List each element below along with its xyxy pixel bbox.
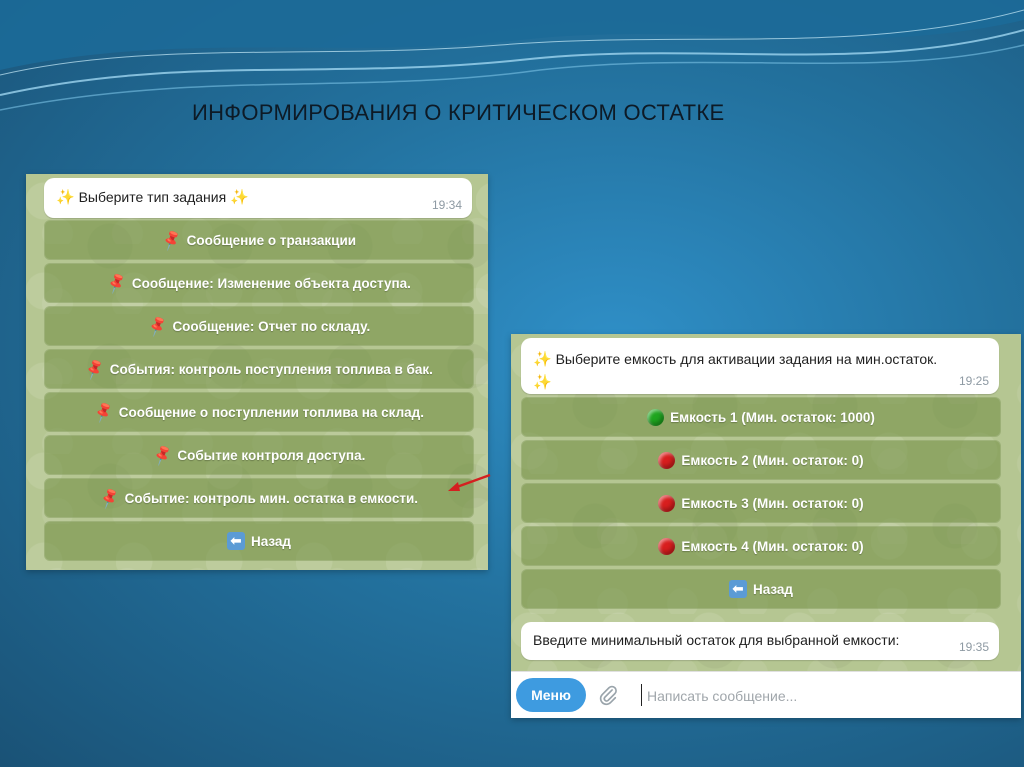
pushpin-icon: 📌 <box>159 228 184 253</box>
message-time: 19:34 <box>431 198 462 212</box>
keyboard-button-fuel-warehouse[interactable] <box>44 392 474 432</box>
button-label: Сообщение о поступлении топлива на склад. <box>118 404 424 420</box>
keyboard-button-warehouse-report[interactable] <box>44 306 474 346</box>
pushpin-icon: 📌 <box>91 400 116 425</box>
button-label: Назад <box>250 533 292 549</box>
reply-time: 19:35 <box>958 640 989 654</box>
reply-text: Введите минимальный остаток для выбранной емкости: <box>533 632 900 648</box>
keyboard-button-transaction[interactable] <box>44 220 474 260</box>
slide-title: ИНФОРМИРОВАНИЯ О КРИТИЧЕСКОМ ОСТАТКЕ <box>192 100 725 125</box>
back-arrow-icon: ⬅ <box>227 532 245 550</box>
button-label: Емкость 1 (Мин. остаток: 1000) <box>670 409 875 425</box>
message-text: Выберите емкость для активации задания на мин.остаток. <box>555 351 938 367</box>
pushpin-icon: 📌 <box>150 443 175 468</box>
message-time: 19:25 <box>958 374 989 388</box>
button-label: Событие контроля доступа. <box>177 447 366 463</box>
bot-message <box>521 338 999 394</box>
keyboard-button-back[interactable] <box>521 569 1001 609</box>
pushpin-icon: 📌 <box>97 486 122 511</box>
keyboard-button-tank-1[interactable] <box>521 397 1001 437</box>
message-text: Выберите тип задания <box>78 189 227 205</box>
left-chat-panel <box>26 174 488 570</box>
red-arrow-icon <box>444 472 492 494</box>
sparkles-icon: ✨ <box>533 374 552 391</box>
right-chat-panel <box>511 334 1021 718</box>
bot-reply-message <box>521 622 999 660</box>
message-input[interactable] <box>645 680 1009 712</box>
button-label: Емкость 3 (Мин. остаток: 0) <box>681 495 864 511</box>
sparkles-icon: ✨ <box>56 189 75 206</box>
bot-message <box>44 178 472 218</box>
keyboard-button-access-control[interactable] <box>44 435 474 475</box>
keyboard-button-min-stock-control[interactable] <box>44 478 474 518</box>
red-circle-icon <box>658 495 675 512</box>
keyboard-button-back[interactable] <box>44 521 474 561</box>
keyboard-button-tank-4[interactable] <box>521 526 1001 566</box>
keyboard-button-tank-3[interactable] <box>521 483 1001 523</box>
sparkles-icon: ✨ <box>533 351 552 368</box>
red-circle-icon <box>658 452 675 469</box>
keyboard-button-fuel-tank-control[interactable] <box>44 349 474 389</box>
button-label: Емкость 4 (Мин. остаток: 0) <box>681 538 864 554</box>
button-label: Событие: контроль мин. остатка в емкости. <box>124 490 419 506</box>
button-label: Сообщение о транзакции <box>186 232 357 248</box>
sparkles-icon: ✨ <box>230 189 249 206</box>
message-composer <box>511 671 1021 718</box>
menu-button[interactable]: Меню <box>516 678 586 712</box>
button-label: Емкость 2 (Мин. остаток: 0) <box>681 452 864 468</box>
pushpin-icon: 📌 <box>82 357 107 382</box>
keyboard-button-tank-2[interactable] <box>521 440 1001 480</box>
button-label: Сообщение: Отчет по складу. <box>172 318 371 334</box>
green-circle-icon <box>647 409 664 426</box>
red-circle-icon <box>658 538 675 555</box>
button-label: Сообщение: Изменение объекта доступа. <box>131 275 411 291</box>
paperclip-icon[interactable] <box>597 684 619 706</box>
button-label: События: контроль поступления топлива в бак. <box>109 361 433 377</box>
back-arrow-icon: ⬅ <box>729 580 747 598</box>
pushpin-icon: 📌 <box>104 271 129 296</box>
keyboard-button-access-object-change[interactable] <box>44 263 474 303</box>
pushpin-icon: 📌 <box>145 314 170 339</box>
button-label: Назад <box>752 581 794 597</box>
text-cursor <box>641 684 642 706</box>
